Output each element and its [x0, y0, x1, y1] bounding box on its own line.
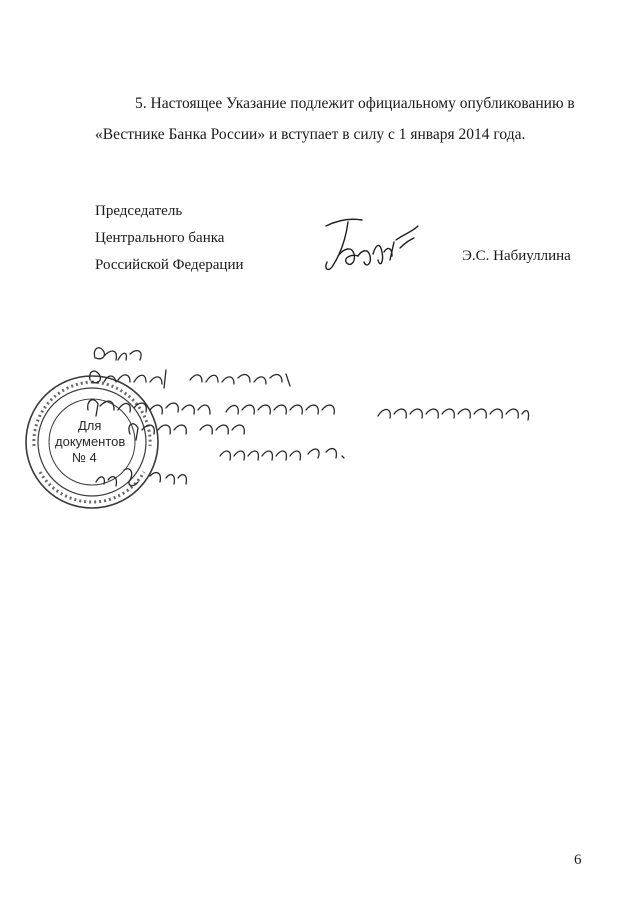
signatory-title-line-2: Центрального банка	[95, 230, 225, 246]
stamp-label-line-2: документов	[55, 434, 126, 449]
signatory-title-line-1: Председатель	[95, 203, 183, 219]
signatory-title-line-3: Российской Федерации	[95, 257, 244, 273]
paragraph-line-1: 5. Настоящее Указание подлежит официальному опубликованию в	[135, 95, 575, 112]
handwritten-certification	[60, 330, 560, 510]
paragraph-line-2: «Вестнике Банка России» и вступает в силу с 1 января 2014 года.	[95, 126, 526, 143]
handwritten-signature	[318, 212, 428, 277]
signatory-name: Э.С. Набиуллина	[462, 248, 571, 264]
stamp-label-line-3: № 4	[72, 450, 97, 465]
page-number: 6	[574, 852, 582, 868]
stamp-label-line-1: Для	[78, 418, 102, 433]
paragraph-5	[95, 88, 585, 150]
